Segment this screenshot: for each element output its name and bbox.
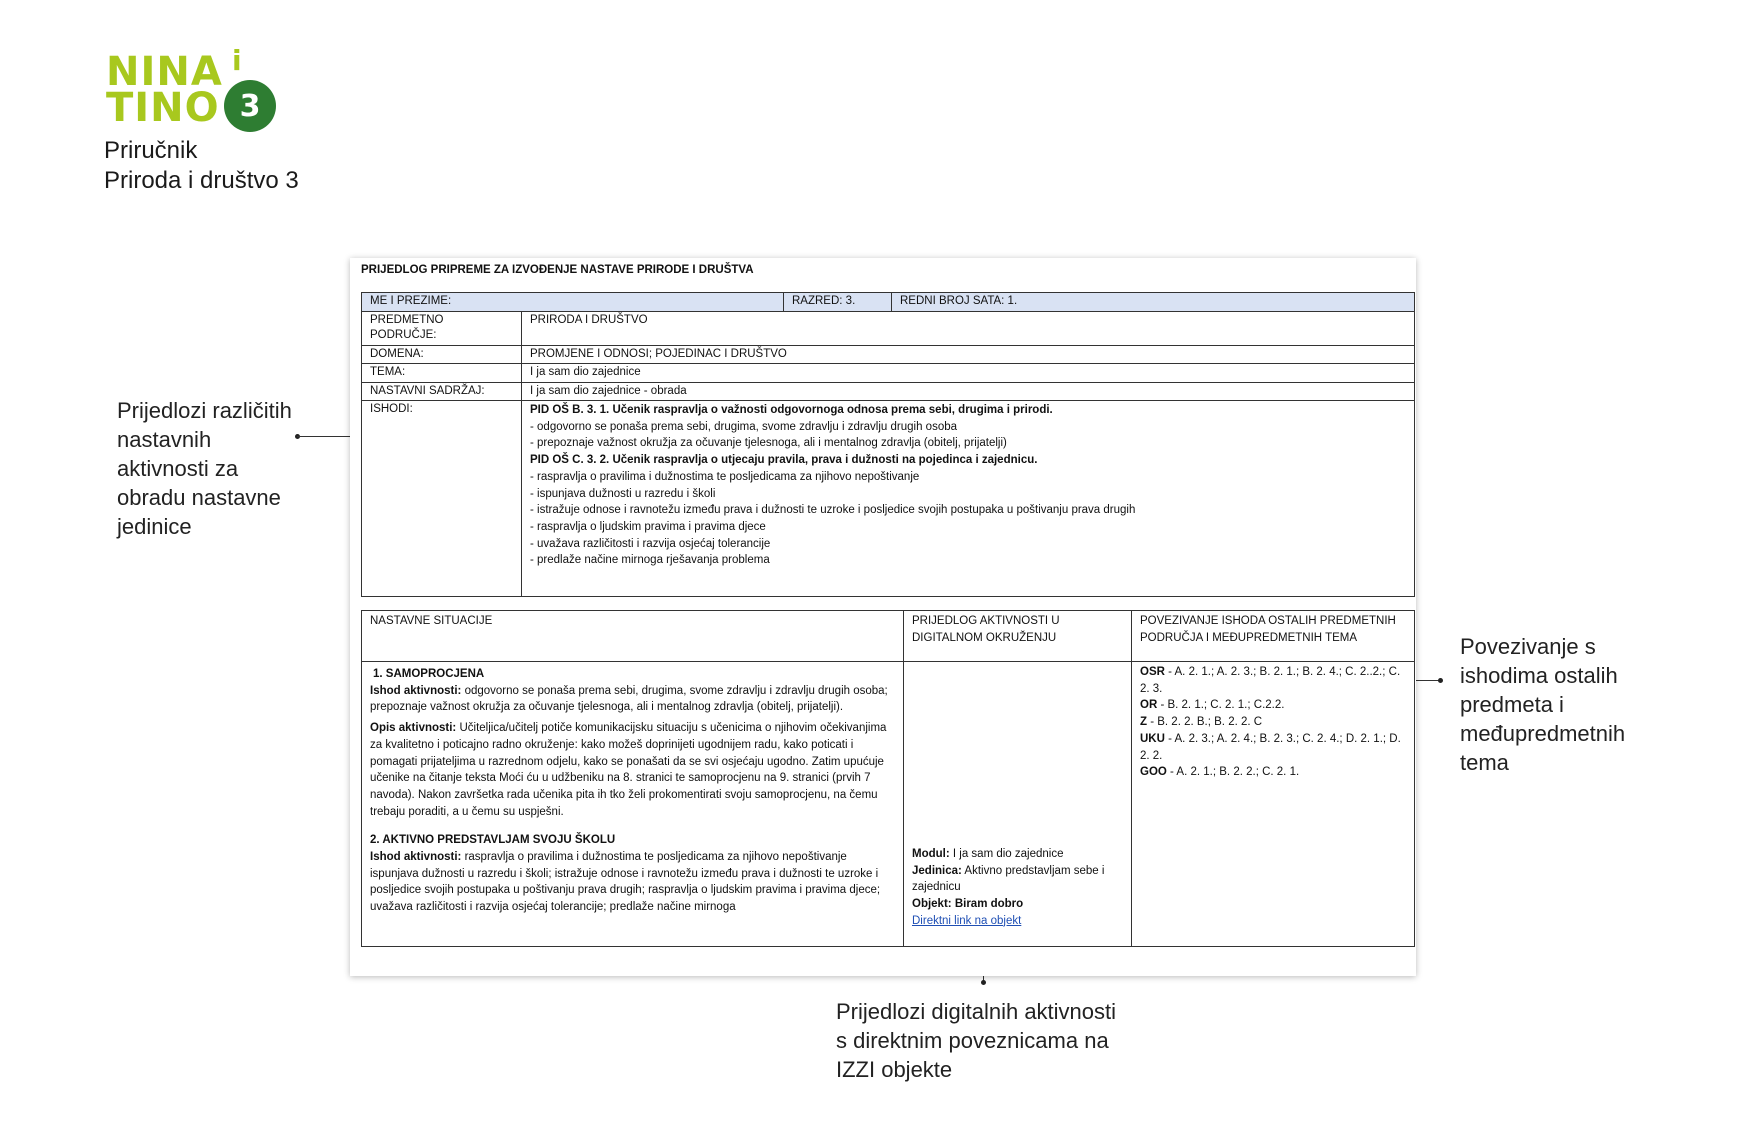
outcome-line: - uvažava različitosti i razvija osjećaj tolerancije [530, 537, 771, 550]
row-label: PREDMETNO PODRUČJE: [362, 311, 522, 345]
callout-right-dot [1438, 678, 1443, 683]
link-item [1140, 764, 1406, 781]
teaching-situations-table [361, 610, 1415, 947]
table-row [362, 662, 1415, 947]
logo-text-i: i [232, 44, 242, 77]
callout-teaching-activities: Prijedlozi različitih nastavnih aktivnosti za obradu nastavne jedinice [117, 398, 292, 539]
outcome-line: - ispunjava dužnosti u razredu i školi [530, 487, 716, 500]
document-title: PRIJEDLOG PRIPREME ZA IZVOĐENJE NASTAVE PRIRODE I DRUŠTVA [361, 264, 754, 276]
table-row [362, 382, 1415, 401]
outcome-text: raspravlja o pravilima i dužnostima te posljedicama za njihovo nepoštivanje ispunjava dužnosti u razredu i školi; istražuje odnose i ravnotežu između prava i dužnosti te uzroke i posljedice svojih postupaka u poštivanju prava drugih; raspravlja o ljudskim pravima i pravima djece; uvažava različitosti i razvija osjećaj tolerancije; predlaže načine mirnoga [370, 851, 881, 914]
row-label: DOMENA: [362, 345, 522, 364]
link-code: OSR [1140, 666, 1165, 678]
outcome-line: - istražuje odnose i ravnotežu između prava i dužnosti te uzroke i posljedice svojih postupaka u poštivanju prava drugih [530, 504, 1136, 517]
link-text: - A. 2. 1.; A. 2. 3.; B. 2. 1.; B. 2. 4.; C. 2..2.; C. 2. 3. [1140, 666, 1401, 695]
row-value: I ja sam dio zajednice [522, 364, 1415, 383]
callout-bottom-dot [981, 980, 986, 985]
link-item [1140, 731, 1406, 764]
object-value: Biram dobro [951, 898, 1024, 911]
direct-object-link[interactable]: Direktni link na objekt [912, 914, 1022, 927]
description-text: Učiteljica/učitelj potiče komunikacijsku situaciju s učenicima o njihovim očekivanjima za kvalitetno i poticajno radno okruženje: kako možeš doprinijeti ugodnijem radu, kako poticati i pomagati prijateljima u razrednom odjelu, kako se ponašati da se svi osjećaju ugodno. Zatim upućuje učenike na čitanje teksta Moći ću u udžbeniku na 8. stranici te samoprocjenu na 9. stranici (prvih 7 navoda). Nakon završetka rada učenika pita ih tko želi prokomentirati svoju samoprocjenu, na čemu trebaju poraditi, a u čemu su uspješni. [370, 722, 887, 818]
table-header-row [362, 611, 1415, 662]
outcome-line: - raspravlja o pravilima i dužnostima te posljedicama za njihovo nepoštivanje [530, 470, 920, 483]
digital-unit [912, 863, 1123, 896]
class-label: RAZRED: 3. [784, 293, 892, 312]
callout-digital-activities: Prijedlozi digitalnih aktivnosti s direktnim poveznicama na IZZI objekte [836, 999, 1117, 1082]
logo-text-nina: NINA [106, 49, 223, 95]
description-label: Opis aktivnosti: [370, 722, 457, 735]
lesson-info-table [361, 292, 1415, 597]
activity-description [370, 720, 895, 820]
digital-module [912, 846, 1123, 863]
activity-outcome [370, 683, 895, 716]
link-text: - B. 2. 2. B.; B. 2. 2. C [1147, 716, 1263, 729]
lesson-number-label: REDNI BROJ SATA: 1. [892, 293, 1415, 312]
link-text: - A. 2. 1.; B. 2. 2.; C. 2. 1. [1166, 766, 1300, 779]
name-label: ME I PREZIME: [362, 293, 784, 312]
activity-outcome [370, 849, 895, 916]
section-title: 1. SAMOPROCJENA [373, 668, 485, 680]
unit-value: Aktivno predstavljam sebe i zajednicu [912, 864, 1105, 894]
digital-activities-cell [904, 662, 1132, 947]
outcome-label: Ishod aktivnosti: [370, 851, 462, 864]
cross-curricular-cell [1132, 662, 1415, 947]
situations-cell [362, 662, 904, 947]
link-text: - A. 2. 3.; A. 2. 4.; B. 2. 3.; C. 2. 4.; D. 2. 1.; D. 2. 2. [1140, 732, 1401, 762]
lesson-plan-document [350, 258, 1416, 976]
outcomes-row [362, 401, 1415, 597]
handbook-subtitle [104, 136, 299, 196]
callout-cross-curricular: Povezivanje s ishodima ostalih predmeta i međupredmetnih tema [1460, 634, 1626, 775]
link-code: Z [1140, 716, 1148, 729]
link-item [1140, 714, 1406, 731]
unit-label: Jedinica: [912, 864, 962, 877]
col-header-situations: NASTAVNE SITUACIJE [362, 611, 904, 662]
table-row [362, 345, 1415, 364]
link-item [1140, 664, 1406, 697]
nina-i-tino-logo [104, 44, 304, 140]
link-code: UKU [1140, 732, 1165, 745]
outcome-line: - raspravlja o ljudskim pravima i pravima djece [530, 520, 766, 533]
link-code: OR [1140, 699, 1158, 712]
row-value: I ja sam dio zajednice - obrada [522, 382, 1415, 401]
outcome-line: PID OŠ B. 3. 1. Učenik raspravlja o važnosti odgovornoga odnosa prema sebi, drugima i prirodi. [530, 404, 1053, 416]
module-value: I ja sam dio zajednice [949, 848, 1064, 860]
module-label: Modul: [912, 848, 950, 860]
object-label: Objekt: [912, 898, 952, 911]
row-label: TEMA: [362, 364, 522, 383]
link-text: - B. 2. 1.; C. 2. 1.; C.2.2. [1157, 699, 1285, 712]
logo-number-badge: 3 [224, 80, 276, 132]
table-header-row [362, 293, 1415, 312]
outcome-text: odgovorno se ponaša prema sebi, drugima, svome zdravlju i zdravlju drugih osoba; prepoznaje važnost okružja za očuvanje tjelesnoga, ali i mentalnog zdravlja (obitelj, prijatelji). [370, 684, 888, 714]
row-value: PRIRODA I DRUŠTVO [522, 311, 1415, 345]
outcome-line: PID OŠ C. 3. 2. Učenik raspravlja o utjecaju pravila, prava i dužnosti na pojedinca i zajednicu. [530, 454, 1038, 467]
logo-text-tino: TINO [106, 85, 220, 131]
row-label: NASTAVNI SADRŽAJ: [362, 382, 522, 401]
col-header-digital: PRIJEDLOG AKTIVNOSTI U DIGITALNOM OKRUŽENJU [904, 611, 1132, 662]
table-row [362, 311, 1415, 345]
digital-object [912, 896, 1123, 913]
outcome-line: - prepoznaje važnost okružja za očuvanje tjelesnoga, ali i mentalnog zdravlja (obitelj, prijatelji) [530, 437, 1007, 450]
outcomes-label: ISHODI: [362, 401, 522, 597]
outcome-line: - predlaže načine mirnoga rješavanja problema [530, 554, 770, 567]
col-header-cross-curricular: POVEZIVANJE ISHODA OSTALIH PREDMETNIH PODRUČJA I MEĐUPREDMETNIH TEMA [1132, 611, 1415, 662]
link-item [1140, 697, 1406, 714]
subtitle-line-2: Priroda i društvo 3 [104, 167, 299, 194]
table-row [362, 364, 1415, 383]
outcome-line: - odgovorno se ponaša prema sebi, drugima, svome zdravlju i zdravlju drugih osoba [530, 420, 958, 433]
subtitle-line-1: Priručnik [104, 137, 198, 164]
row-value: PROMJENE I ODNOSI; POJEDINAC I DRUŠTVO [522, 345, 1415, 364]
outcome-label: Ishod aktivnosti: [370, 684, 462, 697]
link-code: GOO [1140, 766, 1167, 779]
section-title: 2. AKTIVNO PREDSTAVLJAM SVOJU ŠKOLU [370, 834, 616, 847]
outcomes-list [522, 401, 1415, 597]
